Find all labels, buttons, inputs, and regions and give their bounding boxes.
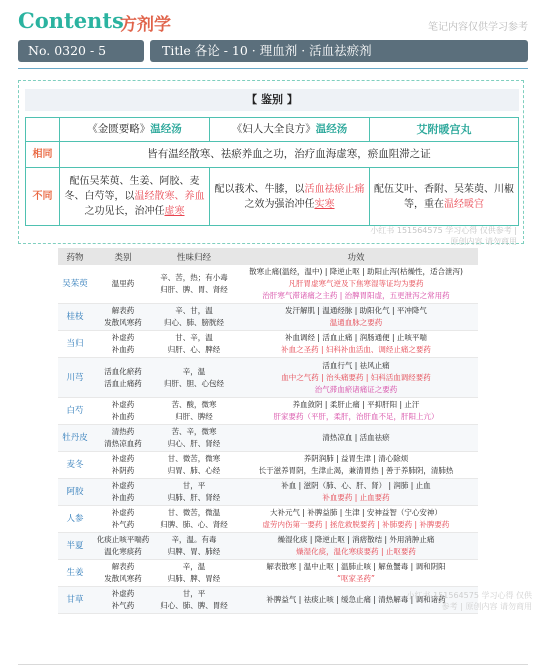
herb-property-line: 甘、辛，温 [175, 333, 213, 342]
herb-effect [234, 425, 478, 452]
same-row [26, 142, 519, 168]
herb-effect-line: 治气滞血瘀诸痛证之要药 [314, 384, 398, 394]
herb-category [92, 304, 154, 331]
herb-property [154, 533, 234, 560]
page-header [18, 8, 528, 36]
herb-category [92, 506, 154, 533]
herb-table-body [58, 265, 478, 614]
herb-category [92, 587, 154, 614]
herb-property-line: 归脾、肺、心、肾经 [160, 520, 228, 529]
herb-category-line: 活血化瘀药 [104, 366, 142, 376]
herb-category-line: 补虚药 [111, 481, 135, 490]
herb-category-line: 补血药 [111, 345, 135, 354]
herb-name: 阿胶 [58, 479, 92, 506]
herb-effect-line: 长于滋养胃阴，生津止渴，兼清胃热 | 善于养肺阴，清肺热 [258, 466, 454, 475]
herb-category-line: 补虚药 [111, 508, 135, 517]
herb-category-line: 解表药 [111, 306, 135, 315]
herb-property-line: 归心、肝、肾经 [167, 439, 221, 448]
herb-effect [234, 506, 478, 533]
herb-effect [234, 304, 478, 331]
herb-property-line: 辛，温 [182, 562, 206, 571]
herb-effect-line: 燥湿化痰，温化寒痰要药 | 止呕要药 [296, 547, 416, 556]
herb-property [154, 304, 234, 331]
herb-effect-line: 补血要药 | 止血要药 [322, 493, 390, 502]
herb-row [58, 304, 478, 331]
herb-category-line: 解表药 [111, 562, 135, 571]
herb-name: 麦冬 [58, 452, 92, 479]
diff-row [26, 168, 519, 226]
herb-name: 人参 [58, 506, 92, 533]
herb-category [92, 452, 154, 479]
herb-row [58, 533, 478, 560]
contents-title: Contents [18, 8, 124, 33]
herb-effect [234, 560, 478, 587]
herb-effect-line: 肝家要药（平肝，柔肝，治肝血不足，肝阳上亢） [273, 412, 439, 421]
herb-effect [234, 331, 478, 358]
herb-property-line: 苦、辛，微寒 [171, 427, 217, 436]
herb-property-line: 辛，温 [182, 366, 206, 376]
herb-effect-line: 养阴润肺 | 益胃生津 | 清心除烦 [303, 454, 409, 463]
herb-row [58, 331, 478, 358]
formula-col-3: 艾附暖宫丸 [370, 118, 519, 142]
herb-property [154, 560, 234, 587]
herb-row [58, 265, 478, 304]
herb-property-line: 辛、苦，热；有小毒 [160, 273, 228, 282]
herb-property [154, 506, 234, 533]
herb-property [154, 479, 234, 506]
herb-table [58, 248, 478, 614]
divider [18, 68, 528, 69]
herb-name: 当归 [58, 331, 92, 358]
herb-property-line: 甘，平 [182, 481, 206, 490]
herb-property-line: 归肝、胆、心包经 [164, 378, 224, 388]
herb-category-line: 补虚药 [111, 333, 135, 342]
same-label: 相同 [26, 142, 60, 168]
herb-name: 牡丹皮 [58, 425, 92, 452]
herb-effect-line: 补血调经 | 活血止痛 | 润肠通便 | 止咳平喘 [285, 333, 427, 342]
herb-effect-line: 发汗解肌 | 温通经脉 | 助阳化气 | 平冲降气 [285, 306, 427, 315]
comparison-title: 【 鉴别 】 [25, 89, 519, 111]
herb-category-line: 补虚药 [111, 454, 135, 463]
herb-effect-line: 燥湿化痰 | 降逆止呕 | 消痞散结 | 外用消肿止痛 [277, 535, 435, 544]
herb-name: 半夏 [58, 533, 92, 560]
herb-category-line: 化痰止咳平喘药 [96, 535, 150, 544]
col-property: 性味归经 [154, 248, 234, 265]
herb-category-line: 温化寒痰药 [104, 547, 142, 556]
herb-category-line: 补气药 [111, 601, 135, 610]
herb-category-line: 补血药 [111, 493, 135, 502]
herb-effect [234, 479, 478, 506]
comparison-table [25, 117, 519, 226]
herb-property-line: 归肝、脾经 [175, 412, 213, 421]
herb-effect-line: 虚劳内伤第一要药 | 拯危救脱要药 | 补肺要药 | 补脾要药 [262, 520, 450, 529]
herb-property [154, 425, 234, 452]
header-note: 笔记内容仅供学习参考 [428, 22, 528, 33]
comparison-box [18, 80, 524, 244]
herb-property [154, 265, 234, 304]
herb-effect-line: 大补元气 | 补脾益肺 | 生津 | 安神益智（宁心安神） [270, 508, 442, 517]
herb-category [92, 479, 154, 506]
herb-category [92, 358, 154, 398]
herb-category-line: 温里药 [111, 279, 135, 288]
formula-col-2: 《妇人大全良方》温经汤 [210, 118, 370, 142]
herb-property-line: 归肺、肝、肾经 [167, 493, 221, 502]
watermark-bottom: 小红书 151564575 学习心得 仅供参考 | 原创内容 请勿商用 [406, 591, 532, 611]
herb-category-line: 清热凉血药 [104, 439, 142, 448]
herb-category-line: 补虚药 [111, 589, 135, 598]
formula-col-1: 《金匮要略》温经汤 [60, 118, 210, 142]
note-number: No. 0320 - 5 [18, 40, 144, 62]
herb-effect-line: 活血行气 | 祛风止痛 [322, 360, 390, 370]
herb-property [154, 358, 234, 398]
herb-effect [234, 398, 478, 425]
herb-name: 白芍 [58, 398, 92, 425]
herb-effect-line: 血中之气药 | 治头痛要药 | 妇科活血调经要药 [281, 372, 431, 382]
herb-property-line: 归心、肺、脾、胃经 [160, 601, 228, 610]
herb-property-line: 归肝、脾、胃、肾经 [160, 285, 228, 294]
herb-row [58, 479, 478, 506]
herb-category-line: 补血药 [111, 412, 135, 421]
subject-title: 方剂学 [120, 15, 171, 35]
herb-property-line: 归脾、胃、肺经 [167, 547, 221, 556]
herb-effect-line: 补血之圣药 | 妇科补血活血、调经止痛之要药 [281, 345, 431, 354]
herb-category [92, 265, 154, 304]
herb-category-line: 补气药 [111, 520, 135, 529]
herb-property [154, 452, 234, 479]
herb-name: 生姜 [58, 560, 92, 587]
herb-category-line: 发散风寒药 [104, 318, 142, 327]
herb-category [92, 425, 154, 452]
herb-category-line: 活血止痛药 [104, 378, 142, 388]
herb-category [92, 398, 154, 425]
herb-property-line: 甘，平 [182, 589, 206, 598]
herb-property [154, 331, 234, 358]
herb-effect-line: 养血敛阴 | 柔肝止痛 | 平抑肝阳 | 止汗 [292, 400, 420, 409]
herb-category [92, 560, 154, 587]
herb-property-line: 辛、甘，温 [175, 306, 213, 315]
herb-effect-line: “呕家圣药” [337, 574, 375, 583]
col-category: 类别 [92, 248, 154, 265]
herb-effect-line: 清热凉血 | 活血祛瘀 [322, 433, 390, 442]
herb-category-line: 发散风寒药 [104, 574, 142, 583]
herb-name: 桂枝 [58, 304, 92, 331]
herb-effect-line: 补血 | 滋阴（肺、心、肝、肾） | 润肺 | 止血 [281, 481, 431, 490]
herb-property-line: 归肝、心、脾经 [167, 345, 221, 354]
corner-cell [26, 118, 60, 142]
herb-row [58, 560, 478, 587]
herb-effect-line: 解表散寒 | 温中止呕 | 温肺止咳 | 解鱼蟹毒 | 调和阴阳 [266, 562, 446, 571]
herb-effect [234, 265, 478, 304]
herb-category [92, 533, 154, 560]
diff-cell-2: 配以莪术、牛膝，以活血祛瘀止痛之效为强治冲任实寒 [210, 168, 370, 226]
herb-name: 川芎 [58, 358, 92, 398]
herb-property-line: 归心、肺、膀胱经 [164, 318, 224, 327]
herb-row [58, 452, 478, 479]
herb-name: 吴茱萸 [58, 265, 92, 304]
herb-property-line: 辛，温。有毒 [171, 535, 217, 544]
herb-row [58, 398, 478, 425]
herb-property [154, 587, 234, 614]
herb-effect-line: 凡肝胃虚寒气逆及下焦寒湿等证均为要药 [288, 279, 424, 288]
herb-category [92, 331, 154, 358]
herb-property [154, 398, 234, 425]
herb-property-line: 归肺、脾、胃经 [167, 574, 221, 583]
herb-category-line: 清热药 [111, 427, 135, 436]
herb-effect-line: 治肝寒气滞诸痛之主药 | 治脾胃阳虚，五更泄泻之常用药 [262, 291, 450, 300]
comparison-header-row [26, 118, 519, 142]
herb-effect-line: 散寒止痛(温经，温中) | 降逆止呕 | 助阳止泻(枯燥性，适合泄泻) [249, 267, 463, 276]
same-text: 皆有温经散寒、祛瘀养血之功，治疗血海虚寒，瘀血阻滞之证 [60, 142, 519, 168]
col-herb: 药物 [58, 248, 92, 265]
herb-row [58, 425, 478, 452]
diff-cell-1: 配伍吴茱萸、生姜、阿胶、麦冬、白芍等，以温经散寒、养血之功见长，治冲任虚寒 [60, 168, 210, 226]
col-effect: 功效 [234, 248, 478, 265]
herb-property-line: 甘、微苦，微寒 [167, 454, 221, 463]
herb-effect [234, 452, 478, 479]
herb-category-line: 补阴药 [111, 466, 135, 475]
diff-label: 不同 [26, 168, 60, 226]
note-topic: Title 各论 - 10 · 理血剂 · 活血祛瘀剂 [150, 40, 528, 62]
herb-property-line: 苦、酸，微寒 [171, 400, 217, 409]
herb-effect [234, 358, 478, 398]
herb-property-line: 甘、微苦，微温 [167, 508, 221, 517]
herb-row [58, 358, 478, 398]
herb-table-header [58, 248, 478, 265]
watermark: 小红书 151564575 学习心得 仅供参考 | 原创内容 请勿商用 [370, 226, 517, 246]
herb-effect-line: 温通血脉之要药 [329, 318, 383, 327]
herb-name: 甘草 [58, 587, 92, 614]
herb-category-line: 补虚药 [111, 400, 135, 409]
herb-row [58, 506, 478, 533]
herb-property-line: 归胃、肺、心经 [167, 466, 221, 475]
bottom-divider [18, 664, 528, 665]
diff-cell-3: 配伍艾叶、香附、吴茱萸、川椒等，重在温经暖宫 [370, 168, 519, 226]
herb-effect-line: 补脾益气 | 祛痰止咳 | 缓急止痛 | 清热解毒 | 调和诸药 [266, 595, 446, 604]
herb-effect [234, 533, 478, 560]
